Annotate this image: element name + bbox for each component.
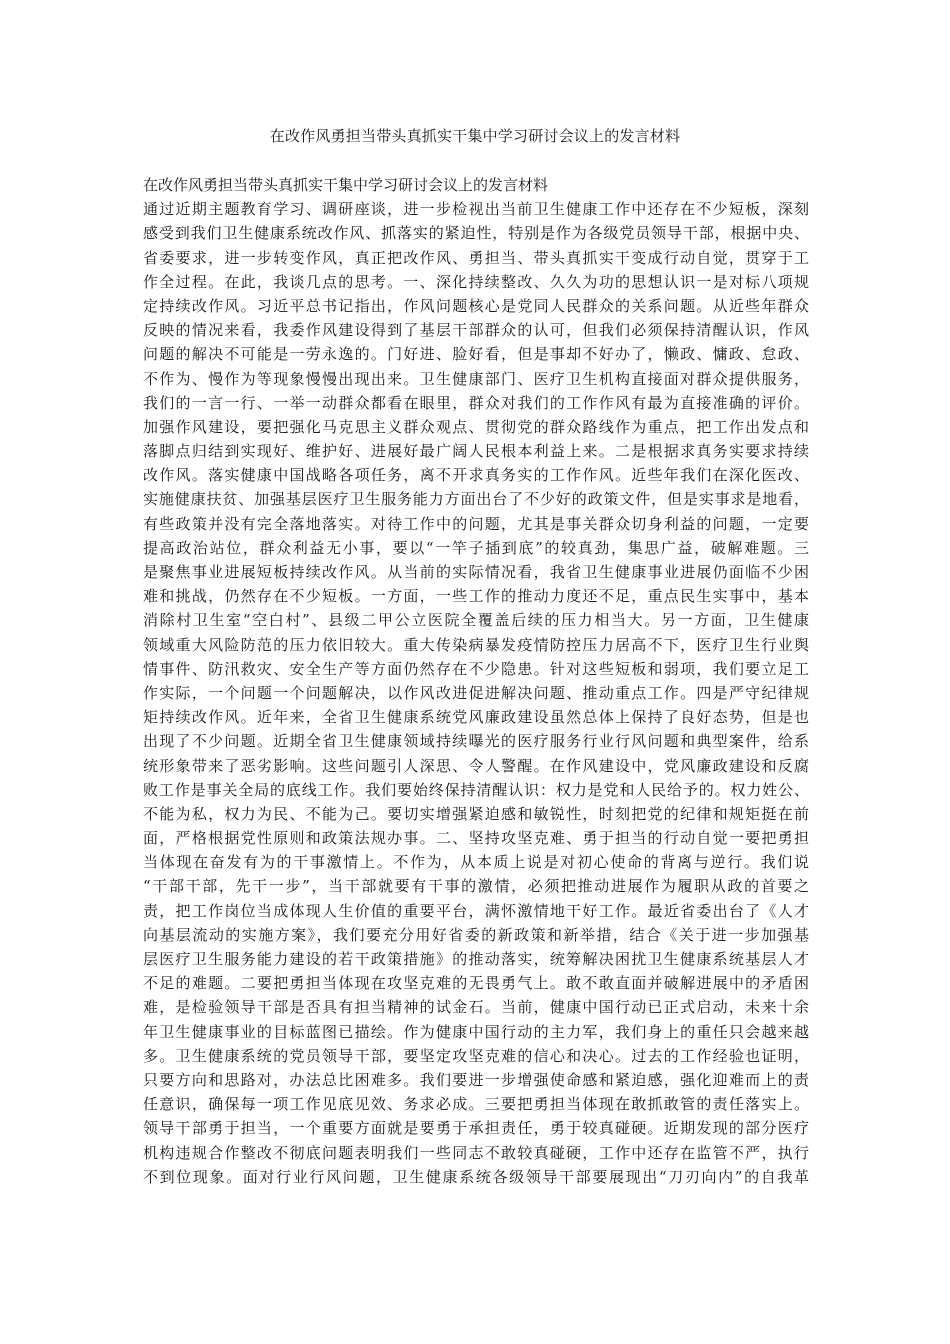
body-text-line: 统形象带来了恶劣影响。这些问题引人深思、令人警醒。在作风建设中，党风廉政建设和反腐 <box>143 756 809 775</box>
body-text-line: “干部干部，先干一步”，当干部就要有干事的激情，必须把推动进展作为履职从政的首要之 <box>143 877 809 896</box>
body-text-line: 作全过程。在此，我谈几点的思考。一、深化持续整改、久久为功的思想认识一是对标八项规 <box>143 272 809 291</box>
body-text-line: 定持续改作风。习近平总书记指出，作风问题核心是党同人民群众的关系问题。从近些年群众 <box>143 296 809 315</box>
body-text-line: 层医疗卫生服务能力建设的若干政策措施》的推动落实，统筹解决困扰卫生健康系统基层人才 <box>143 950 809 968</box>
body-text-line: 矩持续改作风。近年来，全省卫生健康系统党风廉政建设虽然总体上保持了良好态势，但是也 <box>143 708 809 727</box>
body-text-line: 提高政治站位，群众利益无小事，要以“一竿子插到底”的较真劲，集思广益，破解难题。三 <box>143 538 809 557</box>
body-text-line: 感受到我们卫生健康系统改作风、抓落实的紧迫性，特别是作为各级党员领导干部，根据中央、 <box>143 224 809 243</box>
body-text-line: 多。卫生健康系统的党员领导干部，要坚定攻坚克难的信心和决心。过去的工作经验也证明， <box>143 1046 809 1065</box>
body-text-line: 年卫生健康事业的目标蓝图已描绘。作为健康中国行动的主力军，我们身上的重任只会越来越 <box>143 1022 809 1041</box>
body-text-line: 面，严格根据党性原则和政策法规办事。二、坚持攻坚克难、勇于担当的行动自觉一要把勇担 <box>143 829 809 848</box>
body-text-line: 败工作是事关全局的底线工作。我们要始终保持清醒认识：权力是党和人民给予的。权力姓公、 <box>143 780 809 799</box>
body-text-line: 情事件、防汛救灾、安全生产等方面仍然存在不少隐患。针对这些短板和弱项，我们要立足工 <box>143 659 809 678</box>
body-text-line: 不足的难题。二要把勇担当体现在攻坚克难的无畏勇气上。敢不敢直面并破解进展中的矛盾困 <box>143 974 809 993</box>
body-text-line: 落脚点归结到实现好、维护好、进展好最广阔人民根本利益上来。二是根据求真务实要求持续 <box>143 442 809 461</box>
body-text-line: 加强作风建设，要把强化马克思主义群众观点、贯彻党的群众路线作为重点，把工作出发点和 <box>143 417 809 436</box>
body-text-line: 难，是检验领导干部是否具有担当精神的试金石。当前，健康中国行动已正式启动，未来十余 <box>143 998 809 1017</box>
body-text-line: 向基层流动的实施方案》，我们要充分用好省委的新政策和新举措，结合《关于进一步加强基 <box>143 925 809 944</box>
body-text-line: 机构违规合作整改不彻底问题表明我们一些同志不敢较真碰硬，工作中还存在监管不严，执行 <box>143 1143 809 1162</box>
body-text-line: 不作为、慢作为等现象慢慢出现出来。卫生健康部门、医疗卫生机构直接面对群众提供服务， <box>143 369 809 388</box>
body-text-line: 难和挑战，仍然存在不少短板。一方面，一些工作的推动力度还不足，重点民生实事中，基本 <box>143 587 809 606</box>
body-text-line: 省委要求，进一步转变作风，真正把改作风、勇担当、带头真抓实干变成行动自觉，贯穿于工 <box>143 248 809 267</box>
body-text-line: 问题的解决不可能是一劳永逸的。门好进、脸好看，但是事却不好办了，懒政、慵政、怠政、 <box>143 345 809 364</box>
body-text-line: 实施健康扶贫、加强基层医疗卫生服务能力方面出台了不少好的政策文件，但是实事求是地看， <box>143 490 809 509</box>
document-title: 在改作风勇担当带头真抓实干集中学习研讨会议上的发言材料 <box>269 127 681 145</box>
body-text-line: 改作风。落实健康中国战略各项任务，离不开求真务实的工作作风。近些年我们在深化医改、 <box>143 466 809 485</box>
body-text-line: 出现了不少问题。近期全省卫生健康领域持续曝光的医疗服务行业行风问题和典型案件，给系 <box>143 732 809 751</box>
body-text-line: 只要方向和思路对，办法总比困难多。我们要进一步增强使命感和紧迫感，强化迎难而上的责 <box>143 1070 809 1089</box>
body-text-line: 责，把工作岗位当成体现人生价值的重要平台，满怀激情地干好工作。最近省委出台了《人才 <box>143 901 809 920</box>
body-text-line: 我们的一言一行、一举一动群众都看在眼里，群众对我们的工作作风有最为直接准确的评价。 <box>143 393 809 412</box>
body-text-line: 不能为私，权力为民、不能为己。要切实增强紧迫感和敏锐性，时刻把党的纪律和规矩挺在前 <box>143 804 809 823</box>
body-text-line: 是聚焦事业进展短板持续改作风。从当前的实际情况看，我省卫生健康事业进展仍面临不少困 <box>143 563 809 581</box>
body-text-line: 领域重大风险防范的压力依旧较大。重大传染病暴发疫情防控压力居高不下，医疗卫生行业舆 <box>143 635 809 654</box>
document-subtitle: 在改作风勇担当带头真抓实干集中学习研讨会议上的发言材料 <box>143 176 549 194</box>
body-text-line: 当体现在奋发有为的干事激情上。不作为，从本质上说是对初心使命的背离与逆行。我们说 <box>143 853 809 872</box>
body-text-line: 领导干部勇于担当，一个重要方面就是要勇于承担责任，勇于较真碰硬。近期发现的部分医疗 <box>143 1119 809 1138</box>
body-text-line: 反映的情况来看，我委作风建设得到了基层干部群众的认可，但我们必须保持清醒认识，作风 <box>143 321 809 340</box>
body-text-line: 有些政策并没有完全落地落实。对待工作中的问题，尤其是事关群众切身利益的问题，一定要 <box>143 514 809 533</box>
body-text-line: 通过近期主题教育学习、调研座谈，进一步检视出当前卫生健康工作中还存在不少短板，深刻 <box>143 200 809 219</box>
body-text-line: 消除村卫生室“空白村”、县级二甲公立医院全覆盖后续的压力相当大。另一方面，卫生健康 <box>143 611 809 630</box>
body-text-line: 不到位现象。面对行业行风问题，卫生健康系统各级领导干部要展现出“刀刃向内”的自我革 <box>143 1167 809 1186</box>
body-text-line: 作实际，一个问题一个问题解决，以作风改进促进解决问题、推动重点工作。四是严守纪律规 <box>143 683 809 702</box>
document-body <box>143 173 809 1189</box>
body-text-line: 任意识，确保每一项工作见底见效、务求必成。三要把勇担当体现在敢抓敢管的责任落实上。 <box>143 1095 809 1114</box>
